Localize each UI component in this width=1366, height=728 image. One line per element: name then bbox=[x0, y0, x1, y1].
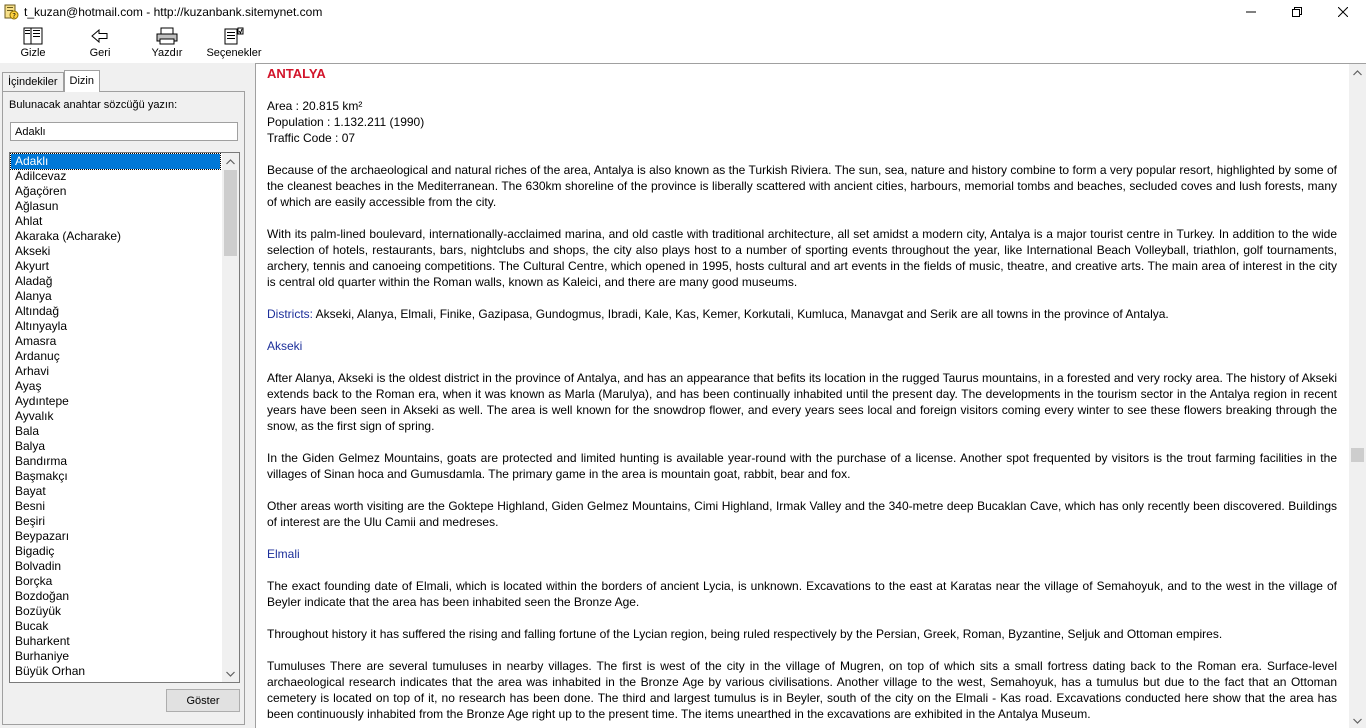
list-item[interactable]: Akyurt bbox=[15, 259, 50, 273]
paragraph: With its palm-lined boulevard, internationally-acclaimed marina, and old castle with traditional architecture, all set amidst a modern city, Antalya is a major tourist centre in Turkey. In addition to the wide selection of hotels, restaurants, bars, nightclubs and shops, the city also plays host to a number of sporting events throughout the year, like International Beach Volleyball, triathlon, golf tournaments, archery, tennis and canoeing competitions. The Cultural Centre, which opened in 1995, hosts cultural and art events in the fields of music, theatre, and creative arts. The main area of interest in the city is central old quarter within the Roman walls, known as Kaleici, and there are many good museums. bbox=[267, 227, 1337, 289]
list-item[interactable]: Bozüyük bbox=[15, 604, 62, 618]
list-item[interactable]: Akseki bbox=[15, 244, 51, 258]
hide-button[interactable] bbox=[0, 23, 66, 63]
list-item[interactable]: Borçka bbox=[15, 574, 53, 588]
index-list[interactable] bbox=[9, 152, 240, 683]
print-button[interactable] bbox=[134, 23, 200, 63]
scroll-up-icon[interactable] bbox=[222, 153, 239, 170]
list-item[interactable]: Altındağ bbox=[15, 304, 60, 318]
index-list-scrollbar[interactable] bbox=[222, 153, 239, 682]
tab-index[interactable]: Dizin bbox=[64, 70, 100, 92]
population-line: Population : 1.132.211 (1990) bbox=[267, 115, 425, 129]
content-scrollbar[interactable] bbox=[1349, 64, 1366, 728]
list-item[interactable]: Bigadiç bbox=[15, 544, 55, 558]
list-item[interactable]: Beypazarı bbox=[15, 529, 70, 543]
list-item[interactable]: Ayvalık bbox=[15, 409, 54, 423]
list-item[interactable]: Büyük Orhan bbox=[15, 664, 86, 678]
minimize-icon bbox=[1246, 7, 1256, 17]
help-book-icon bbox=[3, 4, 19, 20]
article bbox=[267, 66, 1337, 722]
list-item[interactable]: Ahlat bbox=[15, 214, 43, 228]
list-item[interactable]: Akaraka (Acharake) bbox=[15, 229, 122, 243]
list-item[interactable]: Aydıntepe bbox=[15, 394, 69, 408]
list-item[interactable]: Aladağ bbox=[15, 274, 53, 288]
close-icon bbox=[1338, 7, 1348, 17]
svg-text:?: ? bbox=[12, 11, 16, 20]
list-item[interactable]: Burhaniye bbox=[15, 649, 70, 663]
paragraph: Because of the archaeological and natural riches of the area, Antalya is also known as the Turkish Riviera. The sun, sea, nature and history combine to form a very popular resort, highlighted by some of the cleanest beaches in the Mediterranean. The 630km shoreline of the province is liberally scattered with ancient cities, harbours, memorial tombs and beaches, secluded coves and lush forests, many of which are easily accessible from the city. bbox=[267, 163, 1337, 209]
list-item[interactable]: Bandırma bbox=[15, 454, 68, 468]
list-item[interactable]: Bayat bbox=[15, 484, 46, 498]
paragraph: In the Giden Gelmez Mountains, goats are protected and limited hunting is available year-round with the purchase of a license. Another spot frequented by visitors is the trout farming facilities in the villages of Sinan hoca and Gumusdamla. The primary game in the area is mountain goat, rabbit, bear and fox. bbox=[267, 451, 1337, 481]
tab-contents[interactable]: İçindekiler bbox=[2, 72, 64, 91]
list-item[interactable]: Ağlasun bbox=[15, 199, 59, 213]
districts-text: Akseki, Alanya, Elmali, Finike, Gazipasa, Gundogmus, Ibradi, Kale, Kas, Kemer, Korkutali, Kumluca, Manavgat and Serik are all towns in the province of Antalya. bbox=[313, 307, 1169, 321]
show-button[interactable]: Göster bbox=[166, 689, 240, 712]
printer-icon bbox=[156, 26, 178, 46]
paragraph: The exact founding date of Elmali, which is located within the borders of ancient Lycia, is unknown. Excavations to the east at Karatas near the village of Semahoyuk, and to the west in the village of Beyler indicate that the area has been inhabited seen the Bronze Age. bbox=[267, 579, 1337, 609]
list-item[interactable]: Balya bbox=[15, 439, 46, 453]
list-item[interactable]: Bozdoğan bbox=[15, 589, 70, 603]
list-item[interactable]: Başmakçı bbox=[15, 469, 68, 483]
list-item[interactable]: Buharkent bbox=[15, 634, 70, 648]
keyword-input[interactable] bbox=[10, 122, 238, 141]
list-item[interactable]: Arhavi bbox=[15, 364, 50, 378]
keyword-prompt: Bulunacak anahtar sözcüğü yazın: bbox=[9, 99, 178, 111]
title-bar bbox=[0, 0, 1366, 23]
topic-content bbox=[255, 63, 1366, 728]
list-item[interactable]: Adaklı bbox=[11, 154, 220, 169]
paragraph: Throughout history it has suffered the rising and falling fortune of the Lycian region, being ruled respectively by the Persian, Greek, Roman, Byzantine, Seljuk and Ottoman empires. bbox=[267, 627, 1223, 641]
index-list-scroll-thumb[interactable] bbox=[224, 170, 237, 256]
section-heading-akseki: Akseki bbox=[267, 339, 303, 353]
content-scroll-down-icon[interactable] bbox=[1349, 712, 1366, 728]
districts-label: Districts: bbox=[267, 307, 313, 321]
area-line: Area : 20.815 km² bbox=[267, 99, 363, 113]
content-scroll-thumb[interactable] bbox=[1351, 448, 1364, 462]
traffic-code-line: Traffic Code : 07 bbox=[267, 131, 356, 145]
content-scroll-up-icon[interactable] bbox=[1349, 64, 1366, 81]
list-item[interactable]: Besni bbox=[15, 499, 46, 513]
list-item[interactable]: Bucak bbox=[15, 619, 49, 633]
print-label: Yazdır bbox=[151, 47, 183, 59]
list-item[interactable]: Adilcevaz bbox=[15, 169, 67, 183]
options-label: Seçenekler bbox=[206, 47, 262, 59]
back-label: Geri bbox=[89, 47, 111, 59]
minimize-button[interactable] bbox=[1228, 0, 1274, 23]
districts-paragraph bbox=[267, 306, 1337, 322]
close-button[interactable] bbox=[1320, 0, 1366, 23]
restore-icon bbox=[1292, 7, 1302, 17]
window-title: t_kuzan@hotmail.com - http://kuzanbank.sitemynet.com bbox=[24, 4, 323, 19]
toolbar bbox=[0, 23, 1366, 63]
list-item[interactable]: Beşiri bbox=[15, 514, 46, 528]
list-item[interactable]: Bolvadin bbox=[15, 559, 62, 573]
hide-pane-icon bbox=[22, 26, 44, 46]
navigation-pane bbox=[0, 63, 247, 728]
back-button[interactable] bbox=[66, 23, 134, 63]
options-button[interactable] bbox=[200, 23, 268, 63]
back-arrow-icon bbox=[89, 26, 111, 46]
list-item[interactable]: Ayaş bbox=[15, 379, 42, 393]
paragraph: Tumuluses There are several tumuluses in nearby villages. The first is west of the city in the village of Mugren, on top of which sits a small fortress dating back to the Roman era. Surface-level archaeological research indicates that the area was inhabited in the Bronze Age by various civilisations. Another village to the west, Semahoyuk, has a tumulus but due to the fact that an Ottoman cemetery is located on top of it, no research has been done. The third and largest tumulus is in Beyler, south of the city on the Elmali - Kas road. Excavations conducted here show that the area has been continuously inhabited from the Bronze Age right up to the present time. The items unearthed in the excavations are exhibited in the Antalya Museum. bbox=[267, 659, 1337, 721]
scroll-down-icon[interactable] bbox=[222, 665, 239, 682]
article-heading: ANTALYA bbox=[267, 66, 326, 81]
pane-splitter[interactable] bbox=[247, 63, 255, 728]
list-item[interactable]: Bala bbox=[15, 424, 40, 438]
list-item[interactable]: Amasra bbox=[15, 334, 57, 348]
restore-button[interactable] bbox=[1274, 0, 1320, 23]
list-item[interactable]: Altınyayla bbox=[15, 319, 68, 333]
paragraph: After Alanya, Akseki is the oldest district in the province of Antalya, and has an appearance that befits its location in the rugged Taurus mountains, in a forested and very rocky area. The history of Akseki extends back to the Roman era, when it was known as Marla (Marulya), and has been continually inhabited until the present day. The developments in the tourism sector in the Antalya region in recent years have been seen in Akseki as well. The area is well known for the snowdrop flower, and every years sees local and foreign visitors coming every winter to see these flowers breaking through the snow, as the first sign of spring. bbox=[267, 371, 1337, 433]
paragraph: Other areas worth visiting are the Goktepe Highland, Giden Gelmez Mountains, Cimi Highland, Irmak Valley and the 340-metre deep Bucaklan Cave, which has only recently been discovered. Buildings of interest are the Ulu Camii and medreses. bbox=[267, 499, 1337, 529]
section-heading-elmali: Elmali bbox=[267, 547, 300, 561]
index-panel bbox=[2, 91, 245, 725]
hide-label: Gizle bbox=[20, 47, 46, 59]
options-icon bbox=[223, 26, 245, 46]
list-item[interactable]: Alanya bbox=[15, 289, 52, 303]
list-item[interactable]: Ardanuç bbox=[15, 349, 60, 363]
list-item[interactable]: Ağaçören bbox=[15, 184, 67, 198]
